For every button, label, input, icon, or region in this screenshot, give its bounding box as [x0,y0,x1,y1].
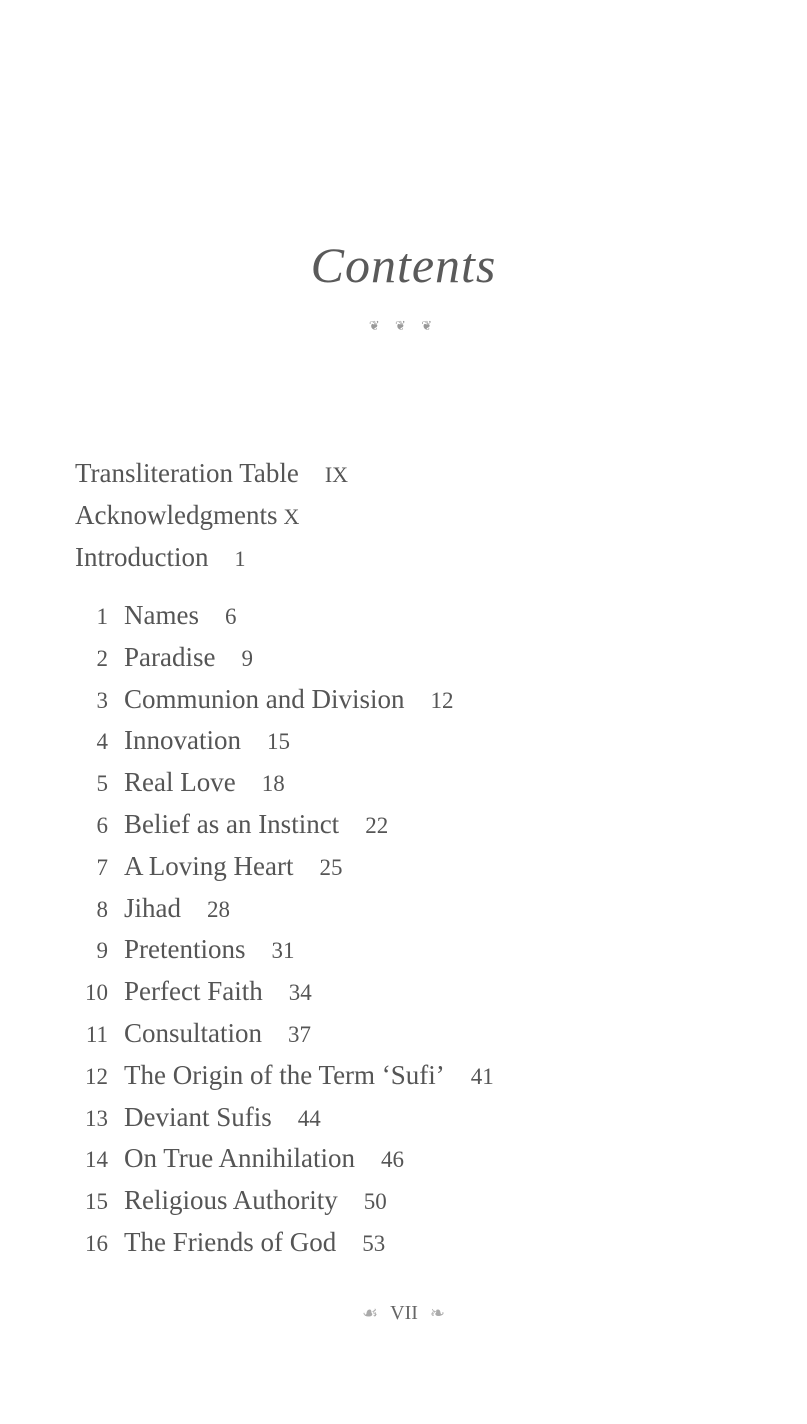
right-ornament-icon: ❧ [429,1303,445,1323]
chapter-number: 14 [85,1147,108,1173]
chapter-title: Religious Authority [124,1185,338,1216]
chapter-number: 3 [96,687,108,713]
chapter-page: 15 [266,729,290,755]
toc-chapter-entry[interactable] [0,719,290,761]
entry-page: 1 [234,546,246,571]
chapter-number: 7 [96,854,108,880]
entry-page: X [283,504,300,529]
toc-chapter-entry[interactable] [0,678,454,720]
chapter-number: 16 [85,1231,108,1256]
chapter-number: 8 [96,896,108,922]
chapter-title: A Loving Heart [124,850,294,881]
chapter-title: Belief as an Instinct [124,809,340,839]
chapter-title: Paradise [124,641,216,672]
toc-chapter-entry[interactable] [0,1179,387,1221]
chapter-page: 9 [241,645,253,671]
toc-front-entry[interactable] [75,452,348,496]
chapter-page: 6 [224,604,237,629]
folio [0,1302,807,1325]
chapter-page: 41 [470,1063,494,1089]
chapter-page: 50 [363,1189,387,1215]
chapter-page: 18 [261,771,285,797]
chapter-page: 34 [288,980,312,1006]
chapter-page: 31 [271,938,295,964]
chapter-number: 5 [96,771,108,797]
chapter-title: The Friends of God [124,1227,337,1257]
toc-chapter-entry[interactable] [0,1054,494,1096]
chapter-page: 37 [288,1022,312,1047]
toc-chapter-entry[interactable] [0,636,253,678]
toc-chapter-entry[interactable] [0,1096,321,1138]
chapter-page: 28 [207,896,230,922]
chapter-number: 13 [85,1105,108,1131]
chapter-title: Consultation [124,1018,263,1048]
toc-chapter-entry[interactable] [0,761,285,803]
chapter-title: On True Annihilation [124,1143,356,1174]
chapter-number: 6 [96,813,108,838]
chapter-title: Real Love [124,767,236,798]
toc-chapter-entry[interactable] [0,1221,385,1263]
toc-chapter-entry[interactable] [0,970,312,1012]
chapter-number: 10 [85,980,108,1006]
chapter-title: Pretentions [124,934,246,965]
chapter-number: 2 [96,645,108,671]
chapter-title: Innovation [124,725,241,756]
ornament-divider: ❦ ❦ ❦ [368,318,439,333]
chapter-number: 12 [85,1063,108,1089]
left-ornament-icon: ☙ [362,1303,379,1323]
entry-title: Transliteration Table [75,458,299,488]
toc-chapter-entry[interactable] [0,928,295,970]
chapter-title: Communion and Division [124,683,405,714]
chapter-number: 1 [96,604,108,629]
toc-front-entry[interactable] [75,536,245,580]
chapter-number: 15 [85,1189,108,1215]
chapter-page: 25 [319,854,343,880]
toc-chapter-entry[interactable] [0,887,230,929]
chapter-title: Perfect Faith [124,976,263,1007]
chapter-page: 46 [381,1147,405,1173]
page-number: VII [390,1302,418,1324]
chapter-number: 11 [85,1022,108,1047]
toc-chapter-entry[interactable] [0,594,236,636]
chapter-page: 44 [297,1105,321,1131]
entry-title: Acknowledgments [75,500,278,530]
page-title: Contents [310,237,497,293]
toc-chapter-entry[interactable] [0,1137,404,1179]
chapter-page: 53 [362,1231,386,1256]
entry-title: Introduction [75,542,209,572]
chapter-title: Names [124,600,199,630]
toc-chapter-entry[interactable] [0,1012,311,1054]
chapter-page: 12 [430,687,454,713]
chapter-number: 9 [96,938,108,964]
chapter-page: 22 [365,813,389,838]
toc-chapter-entry[interactable] [0,803,388,845]
chapter-title: Deviant Sufis [124,1101,272,1132]
chapter-title: Jihad [124,892,181,923]
chapter-number: 4 [96,729,108,755]
toc-front-entry[interactable] [75,494,299,538]
entry-page: IX [324,462,349,487]
chapter-title: The Origin of the Term ‘Sufi’ [124,1059,445,1090]
toc-chapter-entry[interactable] [0,845,342,887]
